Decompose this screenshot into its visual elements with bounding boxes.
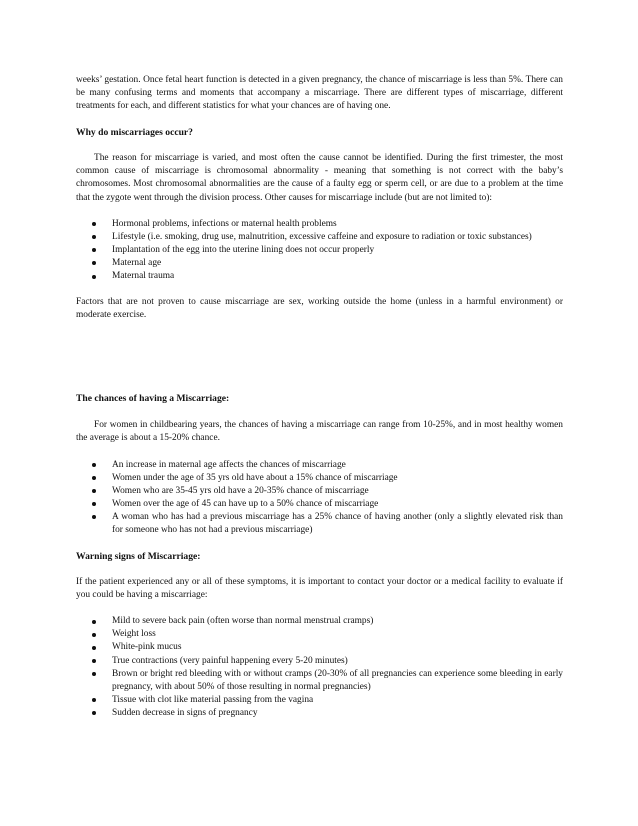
- intro-paragraph: weeks’ gestation. Once fetal heart function is detected in a given pregnancy, the chance of miscarriage is less than 5%. There can be many confusing terms and moments that accompany a miscarriage. There are different types of miscarriage, different treatments for each, and different statistics for what your chances are of having one.: [76, 75, 563, 112]
- list-item: Women under the age of 35 yrs old have about a 15% chance of miscarriage: [76, 472, 563, 485]
- warning-paragraph: If the patient experienced any or all of these symptoms, it is important to contact your doctor or a medical facility to evaluate if you could be having a miscarriage:: [76, 577, 563, 601]
- list-item: A woman who has had a previous miscarriage has a 25% chance of having another (only a slightly elevated risk than for someone who has not had a previous miscarriage): [76, 511, 563, 537]
- causes-list: [76, 218, 563, 283]
- list-item: Tissue with clot like material passing from the vagina: [76, 694, 563, 707]
- chances-paragraph: For women in childbearing years, the chances of having a miscarriage can range from 10-25%, and in most healthy women the average is about a 15-20% chance.: [76, 420, 563, 444]
- warning-list: [76, 615, 563, 720]
- page-spacer: [76, 322, 563, 392]
- chances-heading: The chances of having a Miscarriage:: [76, 393, 230, 405]
- list-item: Sudden decrease in signs of pregnancy: [76, 707, 563, 720]
- list-item: True contractions (very painful happening every 5-20 minutes): [76, 655, 563, 668]
- list-item: Brown or bright red bleeding with or without cramps (20-30% of all pregnancies can experience some bleeding in early pregnancy, with about 50% of those resulting in normal pregnancies): [76, 668, 563, 694]
- list-item: Maternal trauma: [76, 270, 563, 283]
- list-item: Women who are 35-45 yrs old have a 20-35% chance of miscarriage: [76, 485, 563, 498]
- list-item: Mild to severe back pain (often worse than normal menstrual cramps): [76, 615, 563, 628]
- why-heading: Why do miscarriages occur?: [76, 127, 193, 139]
- list-item: Implantation of the egg into the uterine lining does not occur properly: [76, 244, 563, 257]
- chances-list: [76, 459, 563, 538]
- list-item: Women over the age of 45 can have up to a 50% chance of miscarriage: [76, 498, 563, 511]
- list-item: Hormonal problems, infections or maternal health problems: [76, 218, 563, 231]
- list-item: Weight loss: [76, 628, 563, 641]
- warning-heading: Warning signs of Miscarriage:: [76, 551, 201, 563]
- factors-paragraph: Factors that are not proven to cause miscarriage are sex, working outside the home (unless in a harmful environment) or moderate exercise.: [76, 297, 563, 321]
- list-item: White-pink mucus: [76, 641, 563, 654]
- list-item: Maternal age: [76, 257, 563, 270]
- document-page: [76, 74, 563, 720]
- list-item: Lifestyle (i.e. smoking, drug use, malnutrition, excessive caffeine and exposure to radiation or toxic substances): [76, 231, 563, 244]
- list-item: An increase in maternal age affects the chances of miscarriage: [76, 459, 563, 472]
- why-paragraph: The reason for miscarriage is varied, and most often the cause cannot be identified. During the first trimester, the most common cause of miscarriage is chromosomal abnormality - meaning that something is not correct with the baby’s chromosomes. Most chromosomal abnormalities are the cause of a faulty egg or sperm cell, or are due to a problem at the time that the zygote went through the division process. Other causes for miscarriage include (but are not limited to):: [76, 153, 563, 203]
